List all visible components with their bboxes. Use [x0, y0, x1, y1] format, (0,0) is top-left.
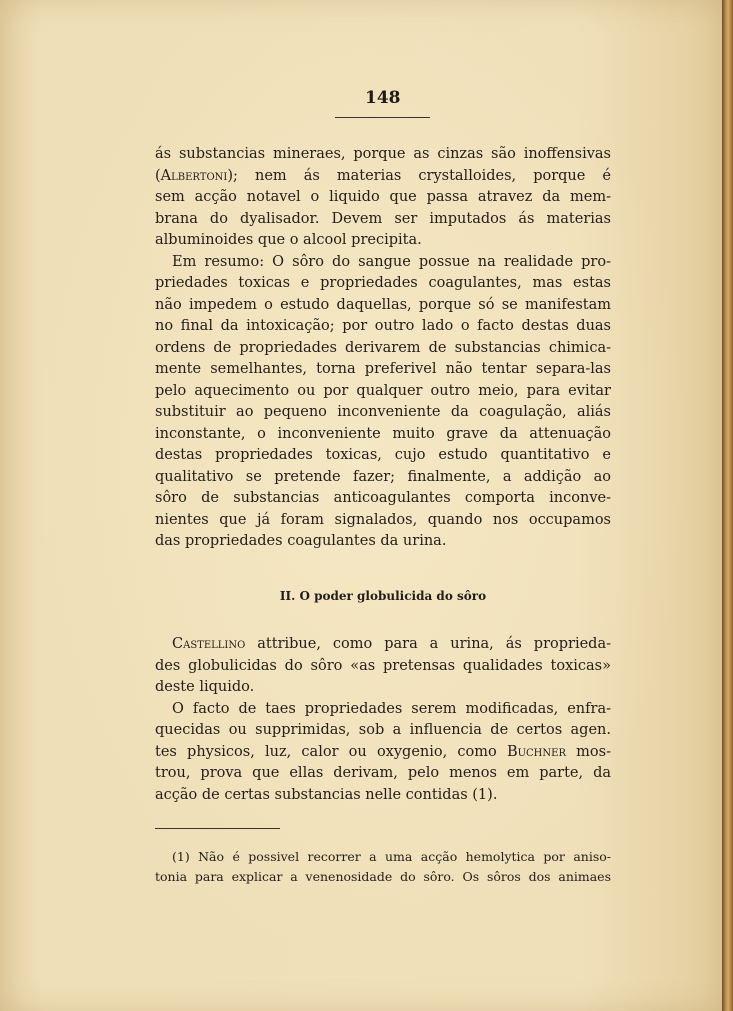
text-line: das propriedades coagulantes da urina. — [155, 533, 447, 549]
text-line: albuminoides que o alcool precipita. — [155, 232, 422, 248]
text-line: brana do dyalisador. Devem ser imputados ás materias — [155, 210, 611, 227]
text-line: sôro de substancias anticoagulantes comporta inconve- — [155, 490, 611, 506]
text-line: des globulicidas do sôro «as pretensas qualidades toxicas» — [155, 657, 611, 674]
text-line: não impedem o estudo daquellas, porque só se manifestam — [155, 296, 611, 313]
author-name: Albertoni — [160, 167, 228, 184]
text-line: destas propriedades toxicas, cujo estudo quantitativo e — [155, 447, 611, 463]
text-line: ás substancias mineraes, porque as cinzas são inoffensivas — [155, 146, 611, 162]
paragraph-3 — [155, 634, 611, 699]
text-line: acção de certas substancias nelle contidas (1). — [155, 786, 498, 803]
text-line: quecidas ou supprimidas, sob a influencia de certos agen. — [155, 722, 611, 738]
text-line: nientes que já foram signalados, quando nos occupamos — [155, 511, 611, 528]
footnote-rule — [155, 828, 280, 829]
text-line: Castellino attribue, como para a urina, ás proprieda- — [172, 636, 611, 652]
section-title: II. O poder globulicida do sôro — [279, 589, 487, 603]
text-line: no final da intoxicação; por outro lado o facto destas duas — [155, 318, 611, 334]
text-line: pelo aquecimento ou por qualquer outro meio, para evitar — [155, 382, 611, 399]
footnote — [155, 847, 611, 887]
paragraph-1 — [155, 144, 611, 252]
book-spine-edge — [722, 0, 733, 1011]
text-line: trou, prova que ellas derivam, pelo menos em parte, da — [155, 765, 611, 781]
text-line: inconstante, o inconveniente muito grave da attenuação — [155, 425, 611, 442]
text-line: substituir ao pequeno inconveniente da coagulação, aliás — [155, 404, 611, 420]
page-number: 148 — [365, 88, 401, 108]
text-line: O facto de taes propriedades serem modificadas, enfra- — [172, 700, 611, 717]
text-line: Em resumo: O sôro do sangue possue na realidade pro- — [172, 253, 611, 270]
footnote-line: (1) Não é possivel recorrer a uma acção hemolytica por aniso- — [172, 849, 611, 864]
author-name: Buchner — [506, 743, 566, 760]
paragraph-2 — [155, 252, 611, 553]
text-line: ordens de propriedades derivarem de substancias chimica- — [155, 339, 611, 356]
text-line: qualitativo se pretende fazer; finalmente, a addição ao — [155, 468, 611, 485]
paragraph-4 — [155, 699, 611, 807]
header-rule — [335, 117, 430, 118]
text-line: mente semelhantes, torna preferivel não tentar separa-las — [155, 361, 611, 377]
text-line: (Albertoni); nem ás materias crystalloides, porque é — [155, 167, 611, 184]
text-line: deste liquido. — [155, 679, 255, 695]
text-line: priedades toxicas e propriedades coagulantes, mas estas — [155, 275, 611, 291]
text-line: tes physicos, luz, calor ou oxygenio, como Buchner mos- — [155, 743, 611, 760]
author-name: Castellino — [172, 636, 246, 652]
footnote-line: tonia para explicar a venenosidade do sôro. Os sôros dos animaes — [155, 869, 611, 884]
text-line: sem acção notavel o liquido que passa atravez da mem- — [155, 189, 611, 205]
